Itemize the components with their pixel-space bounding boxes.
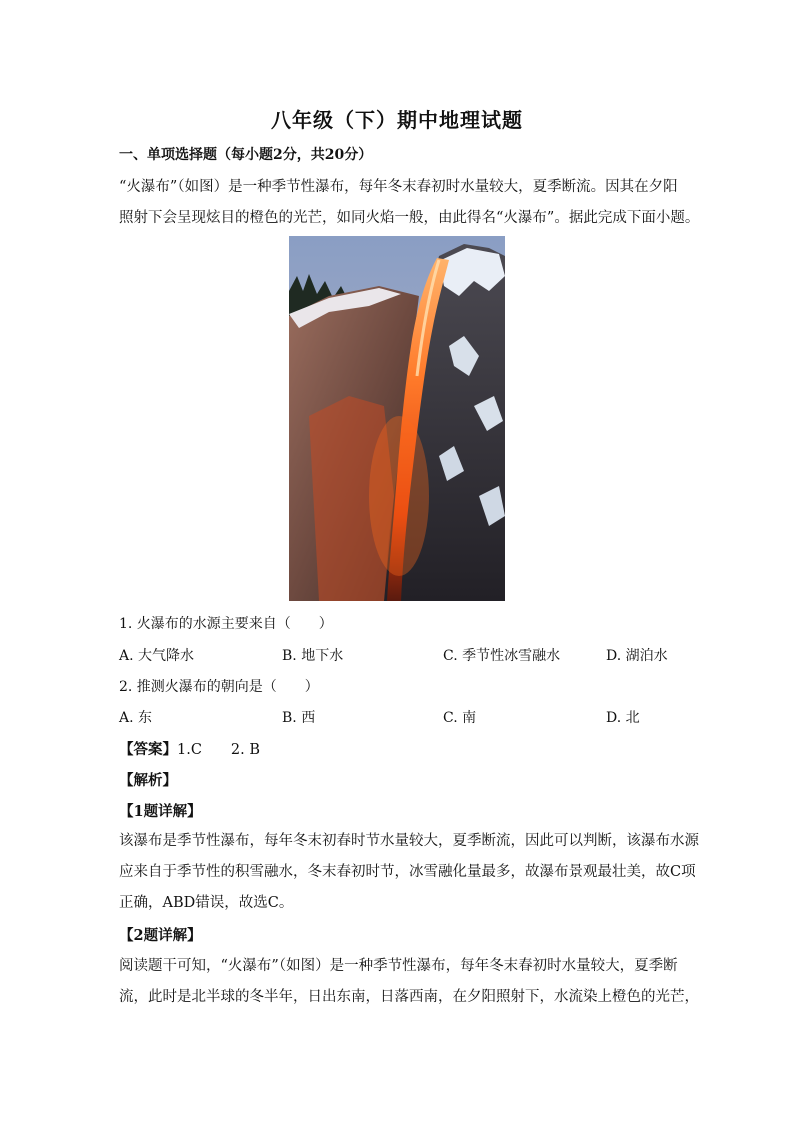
paragraph-line: 应来自于季节性的积雪融水，冬末春初时节，冰雪融化量最多，故瀑布景观最壮美，故C项 [119,864,696,880]
option-c: C. 季节性冰雪融水 [443,648,561,664]
detail-2-label: 【2题详解】 [119,927,202,944]
answer-line [119,738,260,759]
question-1-stem: 1. 火瀑布的水源主要来自（ ） [119,616,333,632]
analysis-label: 【解析】 [119,772,177,789]
page-title: 八年级（下）期中地理试题 [271,108,523,132]
question-1-options [119,645,699,665]
option-a: A. 大气降水 [119,648,195,664]
paragraph-line: 该瀑布是季节性瀑布，每年冬末初春时节水量较大，夏季断流，因此可以判断，该瀑布水源 [119,833,699,849]
paragraph-line: 阅读题干可知，“火瀑布”（如图）是一种季节性瀑布，每年冬末春初时水量较大，夏季断 [119,958,678,974]
paragraph-line: 正确，ABD错误，故选C。 [119,895,294,911]
waterfall-figure [289,236,505,601]
option-d: D. 北 [606,710,640,726]
question-2-stem: 2. 推测火瀑布的朝向是（ ） [119,679,319,695]
detail-1-paragraph [119,826,699,919]
waterfall-photo-icon [289,236,505,601]
intro-line: “火瀑布”（如图）是一种季节性瀑布，每年冬末春初时水量较大，夏季断流。因其在夕阳 [119,179,678,195]
detail-2-paragraph [119,951,699,1013]
option-d: D. 湖泊水 [606,648,668,664]
option-a: A. 东 [119,710,153,726]
answer-text: 1.C 2. B [177,742,261,758]
option-b: B. 西 [282,710,316,726]
question-2-options [119,707,699,727]
option-c: C. 南 [443,710,477,726]
intro-paragraph [119,172,700,234]
option-b: B. 地下水 [282,648,344,664]
detail-1-label: 【1题详解】 [119,803,202,820]
section-heading: 一、单项选择题（每小题2分，共20分） [119,147,373,163]
answer-label: 【答案】 [119,741,177,758]
intro-line: 照射下会呈现炫目的橙色的光芒，如同火焰一般，由此得名“火瀑布”。据此完成下面小题。 [119,210,700,226]
paragraph-line: 流，此时是北半球的冬半年，日出东南，日落西南，在夕阳照射下，水流染上橙色的光芒， [119,989,699,1005]
